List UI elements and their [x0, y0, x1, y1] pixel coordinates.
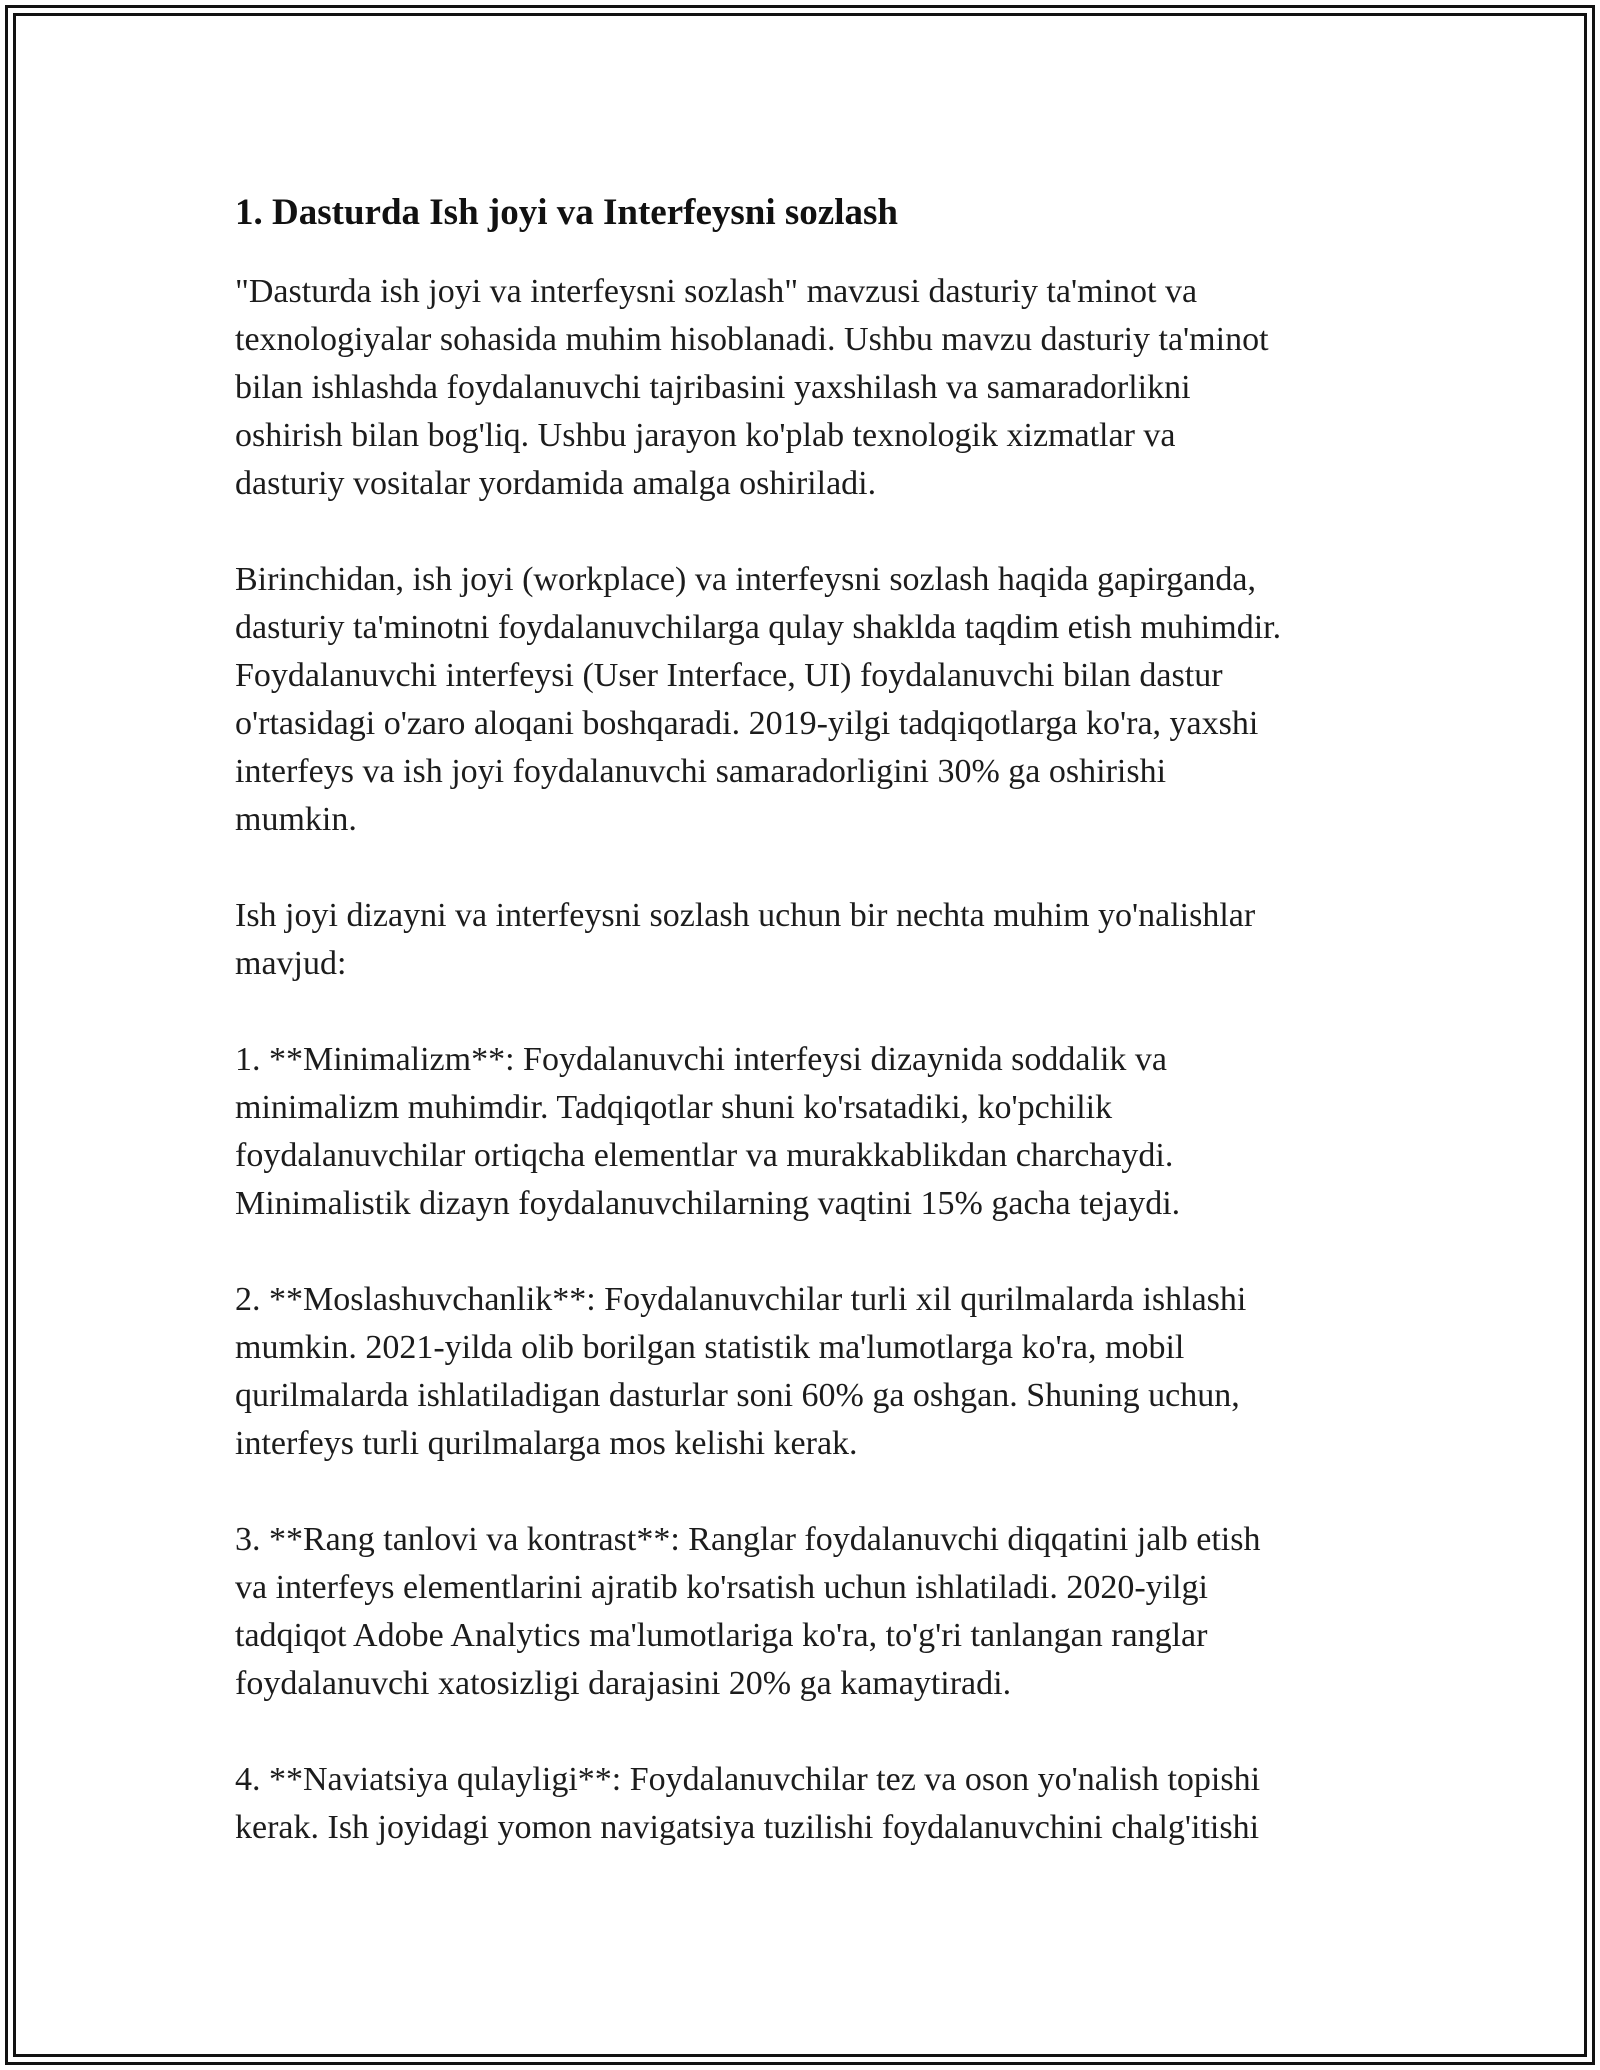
list-item-color-contrast: 3. **Rang tanlovi va kontrast**: Ranglar foydalanuvchi diqqatini jalb etish va interfeys elementlarini ajratib ko'rsatish uchun ishlatiladi. 2020-yilgi tadqiqot Adobe Analytics ma'lumotlariga ko'ra, to'g'ri tanlangan ranglar foydalanuvchi xatosizligi darajasini 20% ga kamaytiradi. — [235, 1521, 1261, 1702]
list-item-navigation: 4. **Naviatsiya qulayligi**: Foydalanuvchilar tez va oson yo'nalish topishi kerak. Ish joyidagi yomon navigatsiya tuzilishi foydalanuvchini chalg'itishi — [235, 1761, 1261, 1846]
intro-paragraph: "Dasturda ish joyi va interfeysni sozlash" mavzusi dasturiy ta'minot va texnologiyalar sohasida muhim hisoblanadi. Ushbu mavzu dasturiy ta'minot bilan ishlashda foydalanuvchi tajribasini yaxshilash va samaradorlikni oshirish bilan bog'liq. Ushbu jarayon ko'plab texnologik xizmatlar va dasturiy vositalar yordamida amalga oshiriladi. — [235, 273, 1269, 502]
workplace-paragraph: Birinchidan, ish joyi (workplace) va interfeysni sozlash haqida gapirganda, dasturiy ta'minotni foydalanuvchilarga qulay shaklda taqdim etish muhimdir. Foydalanuvchi interfeysi (User Interface, UI) foydalanuvchi bilan dastur o'rtasidagi o'zaro aloqani boshqaradi. 2019-yilgi tadqiqotlarga ko'ra, yaxshi interfeys va ish joyi foydalanuvchi samaradorligini 30% ga oshirishi mumkin. — [235, 561, 1282, 838]
section-heading: 1. Dasturda Ish joyi va Interfeysni sozlash — [235, 192, 898, 233]
directions-paragraph: Ish joyi dizayni va interfeysni sozlash uchun bir nechta muhim yo'nalishlar mavjud: — [235, 897, 1256, 982]
list-item-flexibility: 2. **Moslashuvchanlik**: Foydalanuvchilar turli xil qurilmalarda ishlashi mumkin. 2021-yilda olib borilgan statistik ma'lumotlarga ko'ra, mobil qurilmalarda ishlatiladigan dasturlar soni 60% ga oshgan. Shuning uchun, interfeys turli qurilmalarga mos kelishi kerak. — [235, 1281, 1247, 1462]
document-body — [235, 186, 1385, 1900]
list-item-minimalism: 1. **Minimalizm**: Foydalanuvchi interfeysi dizaynida soddalik va minimalizm muhimdir. Tadqiqotlar shuni ko'rsatadiki, ko'pchilik foydalanuvchilar ortiqcha elementlar va murakkablikdan charchaydi. Minimalistik dizayn foydalanuvchilarning vaqtini 15% gacha tejaydi. — [235, 1041, 1181, 1222]
